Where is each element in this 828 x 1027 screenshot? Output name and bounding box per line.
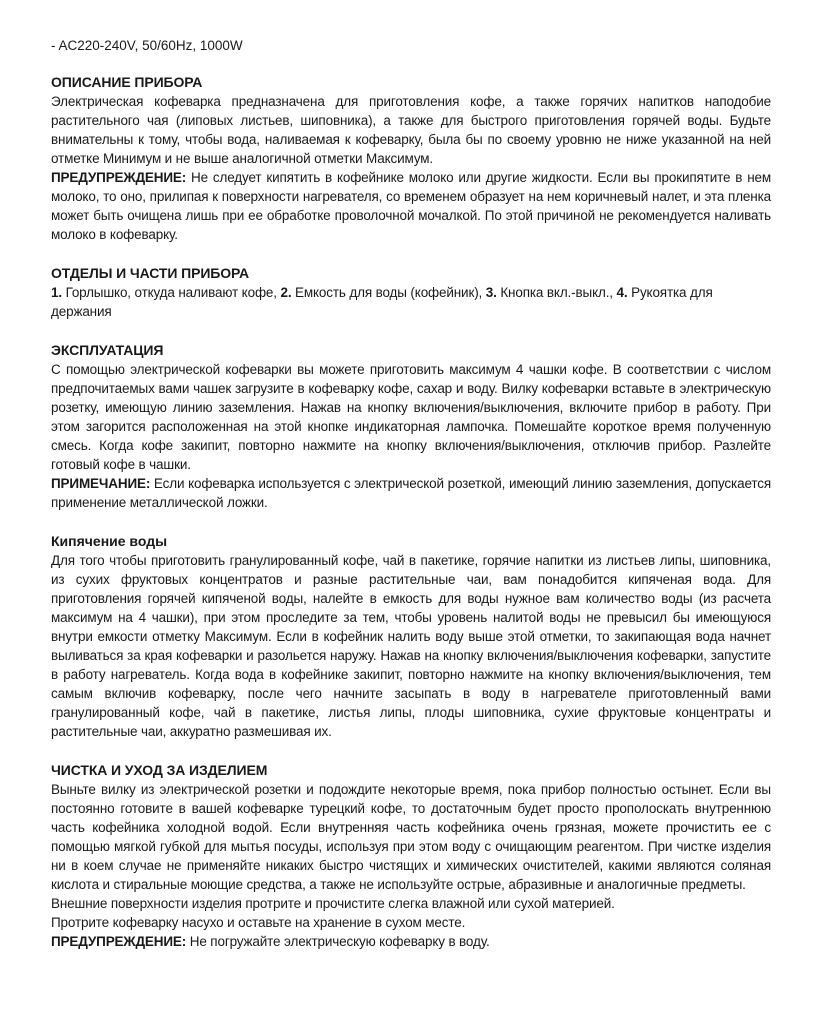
operation-text: С помощью электрической кофеварки вы можете приготовить максимум 4 чашки кофе. В соответствии с числом предпочитаемых вами чашек загрузите в кофеварку кофе, сахар и воду. Вилку кофеварки вставьте в электрическую розетку, имеющую линию заземления. Нажав на кнопку включения/выключения, включите прибор в работу. При этом загорится расположенная на этой кнопке индикаторная лампочка. Помешайте короткое время полученную смесь. Когда кофе закипит, повторно нажмите на кнопку включения/выключения, отключив прибор. Разлейте готовый кофе в чашки. [51,362,771,472]
section-heading-boiling: Кипячение воды [51,533,168,549]
section-description [51,73,771,244]
part-number: 3. [485,285,497,300]
section-cleaning [51,761,771,951]
section-heading-parts: ОТДЕЛЫ И ЧАСТИ ПРИБОРА [51,265,250,281]
section-heading-cleaning: ЧИСТКА И УХОД ЗА ИЗДЕЛИЕМ [51,762,268,778]
note-text: Если кофеварка используется с электрической розеткой, имеющий линию заземления, допускается применение металлической ложки. [51,476,771,510]
section-parts [51,264,771,321]
cleaning-line-2: Внешние поверхности изделия протрите и прочистите слегка влажной или сухой материей. [51,896,615,911]
parts-list [51,283,771,321]
cleaning-line-3: Протрите кофеварку насухо и оставьте на хранение в сухом месте. [51,915,466,930]
warning-label: ПРЕДУПРЕЖДЕНИЕ: [51,934,187,949]
section-heading-operation: ЭКСПЛУАТАЦИЯ [51,342,164,358]
warning-label: ПРЕДУПРЕЖДЕНИЕ: [51,170,187,185]
warning-text: Не погружайте электрическую кофеварку в воду. [186,934,490,949]
cleaning-text: Выньте вилку из электрической розетки и подождите некоторые время, пока прибор полностью остынет. Если вы постоянно готовите в вашей кофеварке турецкий кофе, то достаточным будет просто прополоскать внутреннюю часть кофейника холодной водой. Если внутренняя часть кофейника очень грязная, можете прочистить ее с помощью мягкой губкой для мытья посуды, используя при этом воду с очищающим реагентом. При чистке изделия ни в коем случае не применяйте никаких быстро чистящих и химических очистителей, какими являются соляная кислота и стиральные моющие средства, а также не используйте острые, абразивные и аналогичные предметы. [51,782,771,892]
part-number: 2. [280,285,292,300]
section-boiling [51,532,771,741]
part-name: Емкость для воды (кофейник), [291,285,486,300]
operation-note [51,474,771,512]
boiling-text: Для того чтобы приготовить гранулированный кофе, чай в пакетике, горячие напитки из листьев липы, шиповника, из сухих фруктовых концентратов и разные растительные чаи, вам понадобится кипяченая вода. Для приготовления горячей кипяченой воды, налейте в емкость для воды нужное вам количество воды (из расчета максимум на 4 чашки), при этом проследите за тем, чтобы уровень налитой воды не превысил бы имеющуюся внутри емкости отметку Максимум. Если в кофейник налить воду выше этой отметки, то закипающая вода начнет выливаться за края кофеварки и разольется наружу. Нажав на кнопку включения/выключения кофеварки, запустите в работу нагреватель. Когда вода в кофейнике закипит, повторно нажмите на кнопку включения/выключения, тем самым включив кофеварку, после чего начните засыпать в воду в нагревателе приготовленный вами гранулированный кофе, чай в пакетике, листья липы, плоды шиповника, сухие фруктовые концентраты и растительные чаи, аккуратно размешивая их. [51,553,771,739]
cleaning-warning [51,932,771,951]
part-name: Горлышко, откуда наливают кофе, [61,285,281,300]
description-text: Электрическая кофеварка предназначена для приготовления кофе, а также горячих напитков наподобие растительного чая (липовых листьев, шиповника), а также для быстрого приготовления горячей воды. Будьте внимательны к тому, чтобы вода, наливаемая к кофеварку, была бы по своему уровню не ниже указанной на ней отметке Минимум и не выше аналогичной отметки Максимум. [51,94,771,166]
manual-page [51,36,771,971]
power-spec: - AC220-240V, 50/60Hz, 1000W [51,38,243,53]
note-label: ПРИМЕЧАНИЕ: [51,476,151,491]
part-number: 1. [51,285,62,300]
part-name: Кнопка вкл.-выкл., [496,285,617,300]
warning-text: Не следует кипятить в кофейнике молоко или другие жидкости. Если вы прокипятите в нем молоко, то оно, прилипая к поверхности нагревателя, со временем образует на нем коричневый налет, и эта пленка может быть очищена лишь при ее обработке проволочной мочалкой. По этой причиной не рекомендуется наливать молоко в кофеварку. [51,170,771,242]
section-heading-description: ОПИСАНИЕ ПРИБОРА [51,74,203,90]
part-name: Рукоятка для держания [51,285,713,319]
section-operation [51,341,771,512]
description-warning [51,168,771,244]
part-number: 4. [616,285,628,300]
